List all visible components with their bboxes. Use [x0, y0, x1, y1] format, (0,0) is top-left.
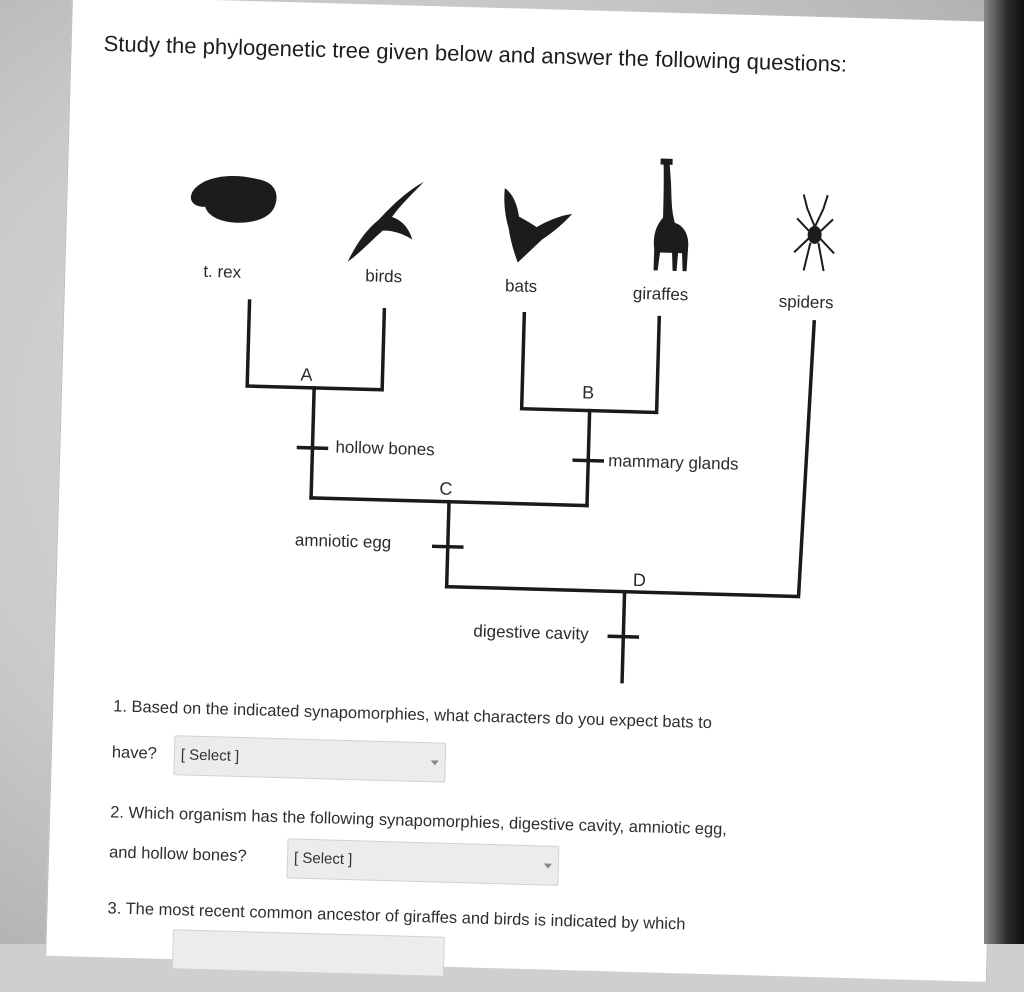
hollow-bones-tick: [298, 447, 326, 448]
trex-skull-icon: [190, 175, 277, 224]
digestive-cavity-tick: [609, 636, 637, 637]
question-heading: Study the phylogenetic tree given below and answer the following questions:: [103, 30, 848, 77]
question-2-select[interactable]: [286, 838, 559, 886]
quiz-panel: [45, 0, 1013, 982]
synapomorphy-mammary-glands: mammary glands: [607, 451, 739, 474]
taxon-trex: t. rex: [203, 261, 242, 282]
chevron-down-icon: [431, 760, 439, 765]
question-2-select-value: [ Select ]: [293, 849, 353, 869]
taxon-giraffes: giraffes: [632, 283, 689, 305]
chevron-down-icon: [544, 864, 552, 869]
synapomorphy-hollow-bones: hollow bones: [335, 437, 435, 460]
question-1-select[interactable]: [173, 735, 446, 783]
node-label-c: C: [439, 478, 453, 499]
giraffe-icon: [653, 158, 691, 271]
node-label-a: A: [300, 364, 313, 385]
question-2-text-line2: and hollow bones?: [108, 843, 247, 866]
synapomorphy-digestive-cavity: digestive cavity: [473, 621, 589, 644]
mammary-glands-tick: [574, 460, 602, 461]
node-label-d: D: [632, 569, 647, 591]
question-3-text: 3. The most recent common ancestor of giraffes and birds is indicated by which: [107, 899, 686, 934]
taxon-spiders: spiders: [778, 291, 834, 313]
taxon-bats: bats: [504, 276, 538, 297]
node-label-b: B: [581, 382, 595, 403]
spider-icon: [794, 194, 836, 271]
question-1-text: 1. Based on the indicated synapomorphies, what characters do you expect bats to: [112, 697, 713, 733]
bird-icon: [348, 180, 424, 264]
question-3-select[interactable]: [172, 929, 445, 977]
phylogenetic-tree: [46, 0, 1012, 982]
taxon-birds: birds: [365, 266, 403, 287]
bat-icon: [502, 188, 572, 264]
monitor-bezel: [984, 0, 1024, 944]
question-1-text-line2: have?: [111, 743, 158, 763]
question-2-text: 2. Which organism has the following synapomorphies, digestive cavity, amniotic egg,: [109, 803, 728, 839]
synapomorphy-amniotic-egg: amniotic egg: [294, 530, 392, 553]
amniotic-egg-tick: [434, 546, 462, 547]
question-1-select-value: [ Select ]: [180, 746, 240, 765]
